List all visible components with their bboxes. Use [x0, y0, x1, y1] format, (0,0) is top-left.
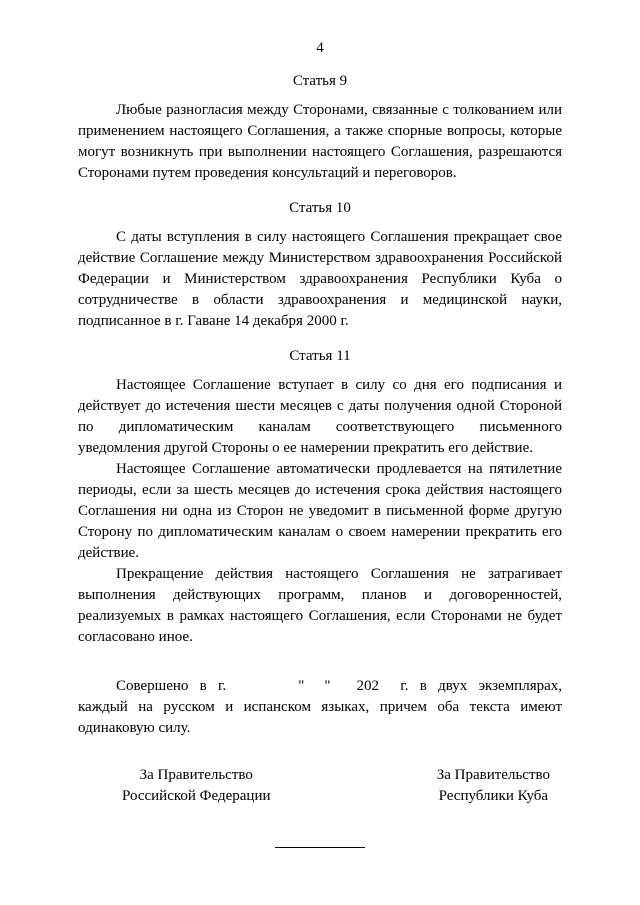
article-10	[78, 198, 562, 332]
article-9-heading: Статья 9	[292, 73, 348, 89]
done-quote-open: "	[298, 678, 305, 694]
signature-block	[78, 765, 562, 807]
done-year: 202	[356, 678, 379, 694]
done-quote-close: "	[324, 678, 331, 694]
article-11-paragraph-3: Прекращение действия настоящего Соглашения не затрагивает выполнения действующих программ, планов и договоренностей, реализуемых в рамках настоящего Соглашения, если Сторонами не будет согласовано иное.	[78, 566, 562, 645]
signature-russia: За Правительство Российской Федерации	[122, 767, 271, 804]
closing-rule	[275, 847, 365, 848]
article-11-paragraph-1: Настоящее Соглашение вступает в силу со дня его подписания и действует до истечения шести месяцев с даты получения одной Стороной по дипломатическим каналам соответствующего письменного уведомления другой Стороны о ее намерении прекратить его действие.	[78, 377, 562, 456]
article-11-heading: Статья 11	[289, 348, 351, 364]
article-11	[78, 346, 562, 648]
article-9-paragraph-1: Любые разногласия между Сторонами, связанные с толкованием или применением настоящего Соглашения, а также спорные вопросы, которые могут возникнуть при выполнении настоящего Соглашения, разрешаются Сторонами путем проведения консультаций и переговоров.	[78, 102, 562, 181]
done-suffix: г. в двух экземплярах, каждый на русском и испанском языках, причем оба текста имеют одинаковую силу.	[78, 678, 563, 736]
article-11-paragraph-2: Настоящее Соглашение автоматически продлевается на пятилетние периоды, если за шесть месяцев до истечения срока действия настоящего Соглашения ни одна из Сторон не уведомит в письменной форме другую Сторону по дипломатическим каналам о своем намерении прекратить его действие.	[78, 461, 562, 561]
done-prefix: Совершено в г.	[116, 678, 227, 694]
article-10-heading: Статья 10	[289, 200, 351, 216]
signature-cuba: За Правительство Республики Куба	[436, 767, 550, 804]
done-clause	[78, 676, 562, 739]
page-number: 4	[316, 40, 324, 56]
article-9	[78, 71, 562, 184]
article-10-paragraph-1: С даты вступления в силу настоящего Соглашения прекращает свое действие Соглашение между Министерством здравоохранения Российской Федерации и Министерством здравоохранения Республики Куба о сотрудничестве в области здравоохранения и медицинской науки, подписанное в г. Гаване 14 декабря 2000 г.	[78, 229, 562, 329]
